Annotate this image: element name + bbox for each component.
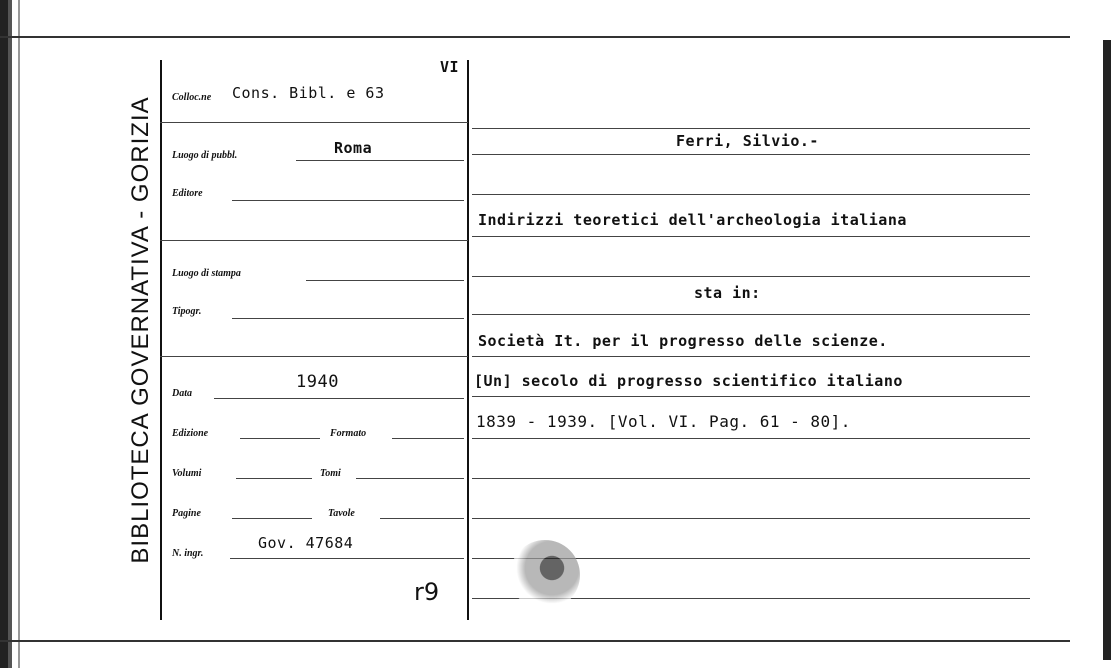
library-stamp (510, 540, 580, 610)
library-name: BIBLIOTECA GOVERNATIVA - GORIZIA (127, 96, 154, 564)
editore-label: Editore (172, 188, 203, 199)
formato-label: Formato (330, 428, 367, 439)
rule-editore (232, 200, 464, 201)
luogo-pubbl-label: Luogo di pubbl. (172, 150, 238, 161)
rule-section-2 (160, 356, 468, 357)
rule-luogo-pubbl (296, 160, 464, 161)
pagine-label: Pagine (172, 508, 201, 519)
entry-title: Indirizzi teoretici dell'archeologia italiana (478, 211, 907, 229)
handwritten-note: r9 (414, 578, 440, 606)
rule-r4 (472, 236, 1030, 237)
data-label: Data (172, 388, 192, 399)
rule-r10 (472, 478, 1030, 479)
rule-edizione (240, 438, 320, 439)
rule-tavole (380, 518, 464, 519)
colloc-value: Cons. Bibl. e 63 (232, 84, 385, 102)
rule-section-1 (160, 240, 468, 241)
rule-r7 (472, 356, 1030, 357)
rule-luogo-stampa (306, 280, 464, 281)
entry-source-line-1: Società It. per il progresso delle scienze. (478, 332, 888, 350)
n-ingr-label: N. ingr. (172, 548, 204, 559)
entry-source-line-3: 1839 - 1939. [Vol. VI. Pag. 61 - 80]. (476, 412, 851, 431)
luogo-pubbl-value: Roma (334, 139, 373, 157)
rule-volumi (236, 478, 312, 479)
colloc-label: Colloc.ne (172, 92, 212, 103)
rule-pagine (232, 518, 312, 519)
card-left-edge (0, 0, 30, 668)
card-bottom-border (0, 640, 1070, 642)
n-ingr-value: Gov. 47684 (258, 534, 354, 552)
rule-formato (392, 438, 464, 439)
rule-r6 (472, 314, 1030, 315)
tavole-label: Tavole (328, 508, 355, 519)
rule-r11 (472, 518, 1030, 519)
rule-data (214, 398, 464, 399)
rule-n-ingr (230, 558, 464, 559)
left-column-rule (160, 60, 162, 620)
volumi-label: Volumi (172, 468, 202, 479)
rule-r3 (472, 194, 1030, 195)
entry-source-line-2: [Un] secolo di progresso scientifico italiano (474, 372, 903, 390)
entry-in-label: sta in: (694, 284, 761, 302)
tipografia-label: Tipogr. (172, 306, 202, 317)
rule-tipografia (232, 318, 464, 319)
rule-r2 (472, 154, 1030, 155)
middle-column-rule (467, 60, 469, 620)
rule-tomi (356, 478, 464, 479)
data-value: 1940 (296, 372, 339, 392)
rule-colloc (160, 122, 468, 123)
card-right-edge (1103, 40, 1111, 660)
rule-r8 (472, 396, 1030, 397)
tomi-label: Tomi (320, 468, 341, 479)
card-top-border (0, 36, 1070, 38)
corner-mark: VI (440, 58, 460, 76)
luogo-stampa-label: Luogo di stampa (172, 268, 241, 279)
edizione-label: Edizione (172, 428, 209, 439)
rule-r5 (472, 276, 1030, 277)
entry-author: Ferri, Silvio.- (676, 132, 819, 150)
rule-r1 (472, 128, 1030, 129)
rule-r9 (472, 438, 1030, 439)
